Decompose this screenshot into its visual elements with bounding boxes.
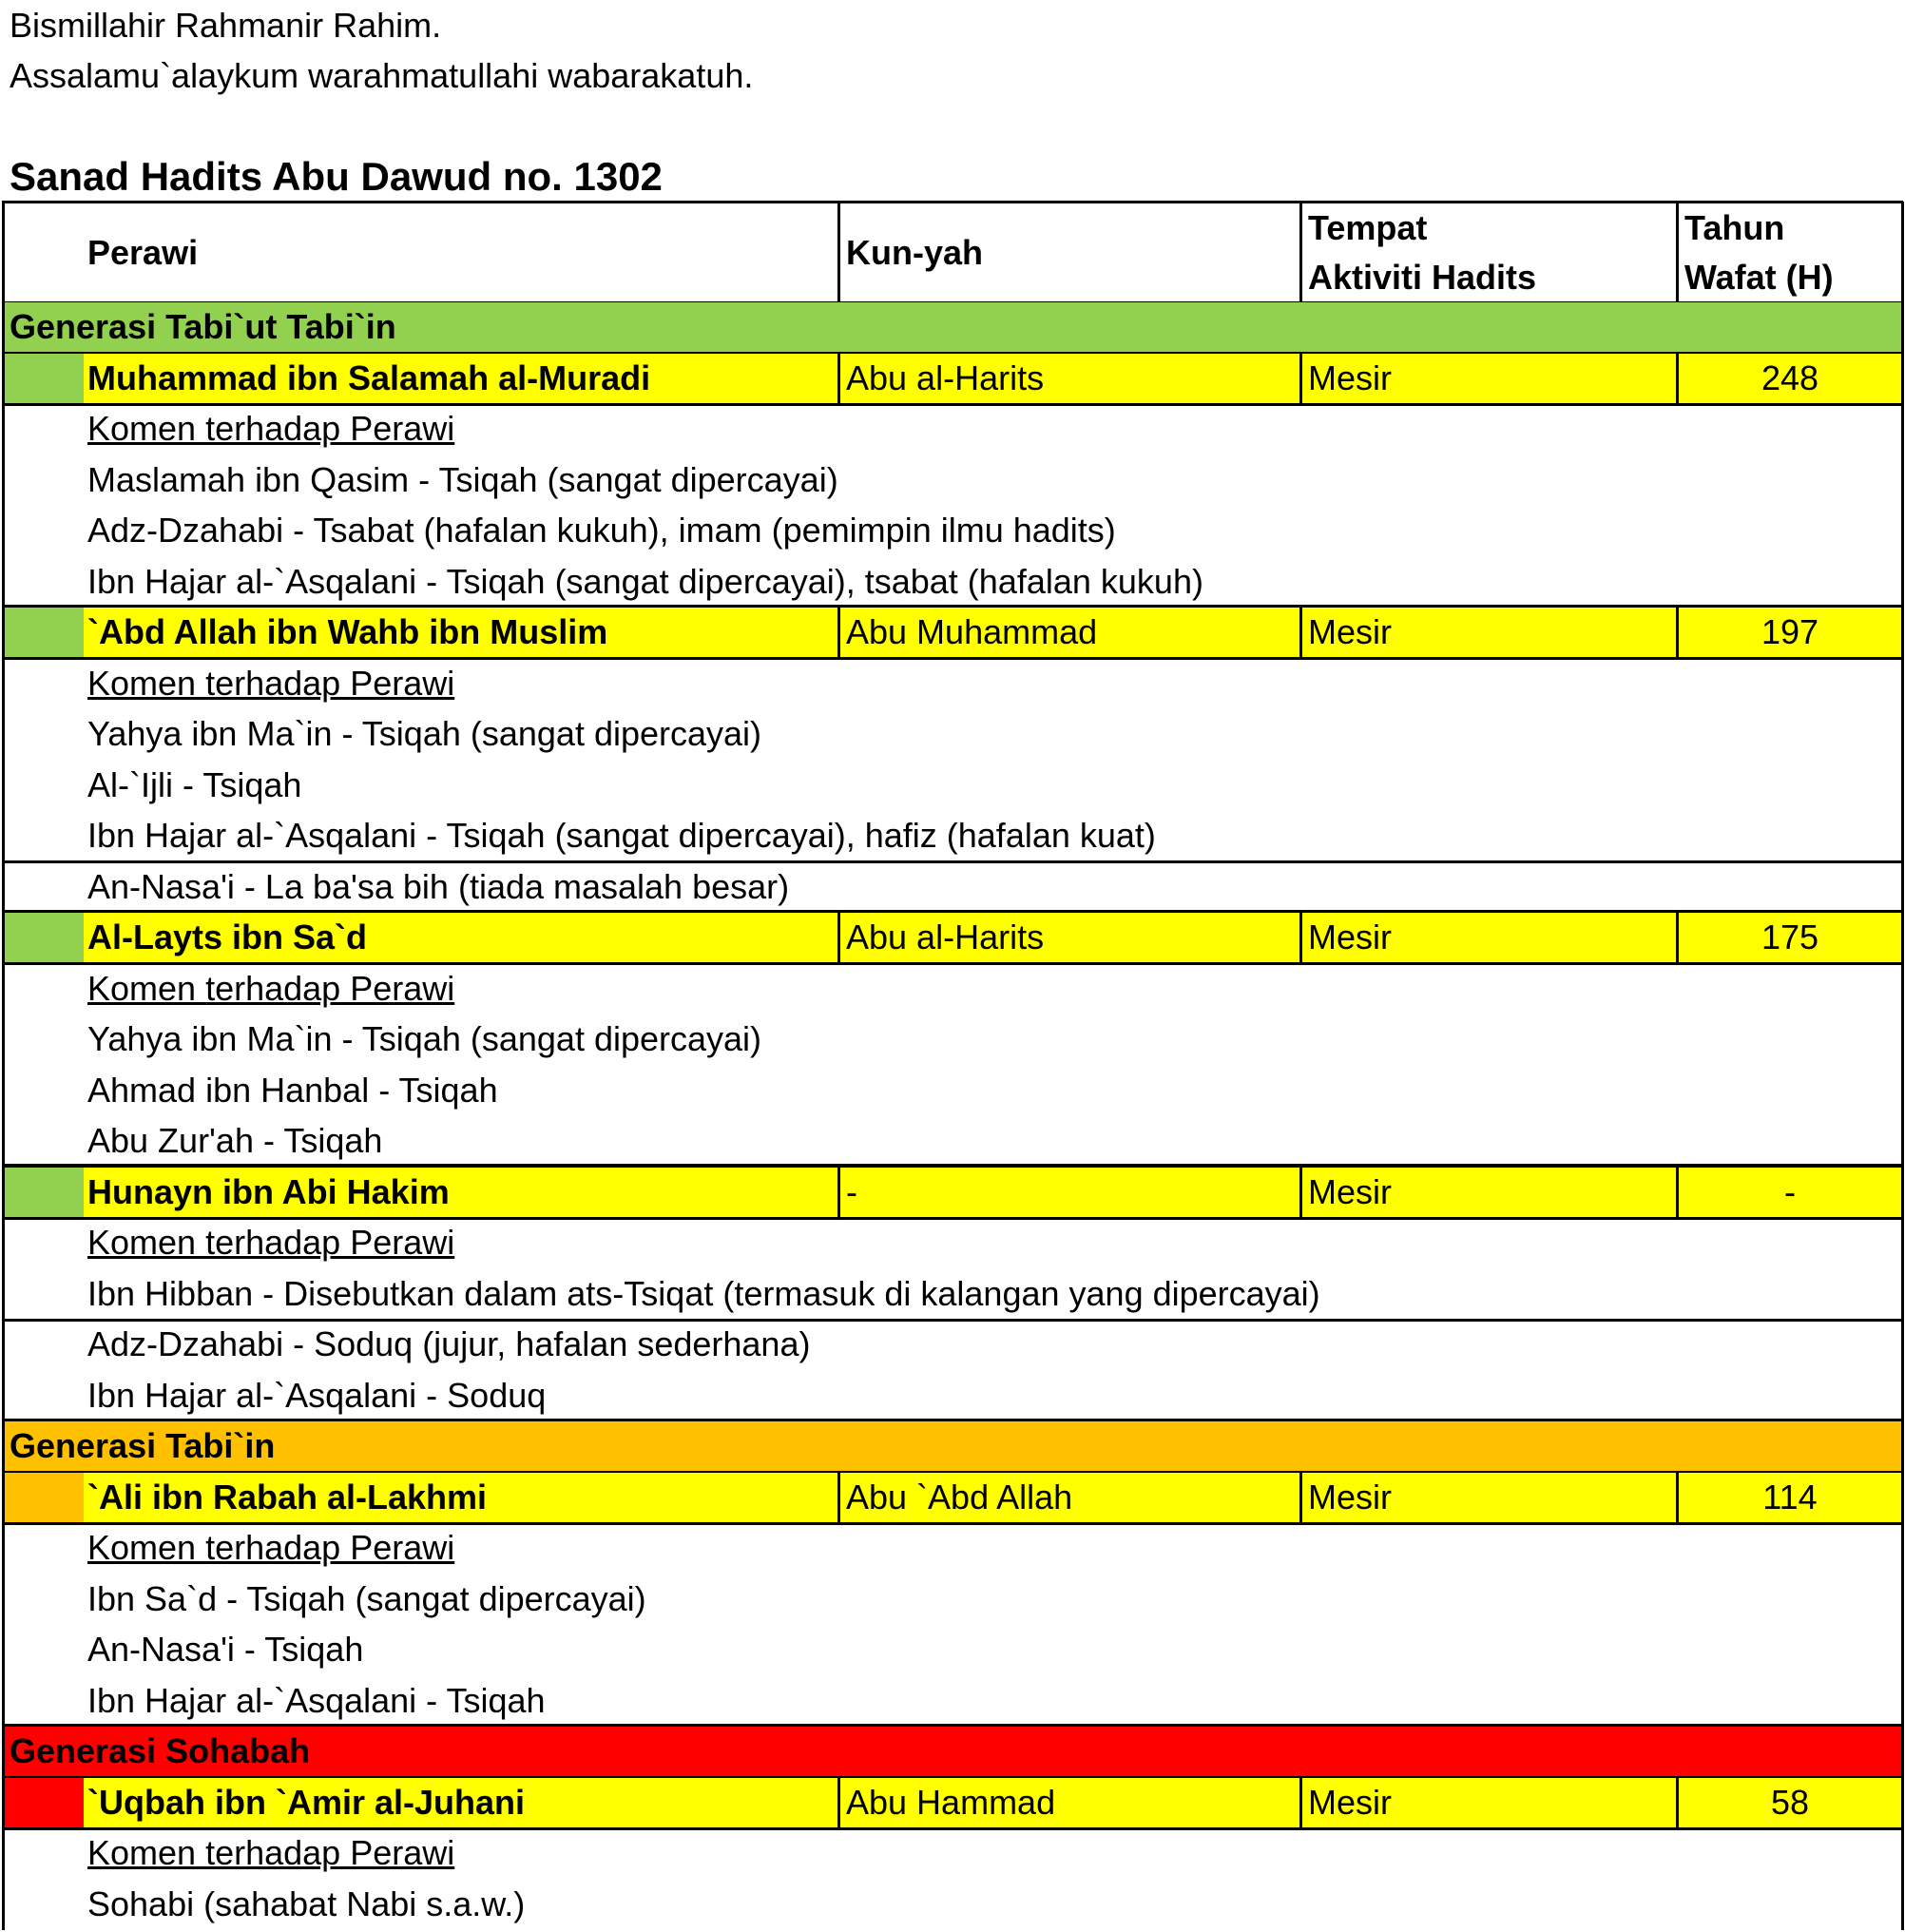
cell-divider (1676, 1168, 1679, 1219)
comment-text: Ibn Hajar al-`Asqalani - Tsiqah (sangat dipercayai), tsabat (hafalan kukuh) (87, 561, 1203, 601)
narrator-name: `Abd Allah ibn Wahb ibn Muslim (87, 612, 608, 651)
narrator-tempat: Mesir (1308, 1477, 1392, 1517)
narrator-name: Al-Layts ibn Sa`d (87, 918, 368, 956)
narrator-tahun-wafat: - (1784, 1171, 1796, 1211)
cell-divider (1299, 354, 1302, 405)
narrator-tempat: Mesir (1308, 612, 1392, 651)
header-kunyah: Kun-yah (846, 233, 983, 272)
comment-heading: Komen terhadap Perawi (87, 663, 455, 703)
narrator-tempat: Mesir (1308, 1171, 1392, 1211)
narrator-tempat: Mesir (1308, 918, 1392, 956)
header-tempat-line-2: Aktiviti Hadits (1308, 258, 1537, 297)
cell-divider (837, 608, 840, 659)
generation-marker (2, 608, 84, 659)
cell-divider (837, 1473, 840, 1524)
generation-marker (2, 1778, 84, 1829)
comment-text: Sohabi (sahabat Nabi s.a.w.) (87, 1884, 526, 1923)
narrator-kunyah: - (846, 1171, 857, 1211)
narrator-name: Muhammad ibn Salamah al-Muradi (87, 357, 651, 397)
comment-text: An-Nasa'i - Tsiqah (87, 1630, 364, 1669)
comment-text: Maslamah ibn Qasim - Tsiqah (sangat dipercayai) (87, 459, 838, 499)
cell-divider (1676, 1778, 1679, 1829)
cell-divider (837, 354, 840, 405)
cell-divider (1299, 608, 1302, 659)
narrator-kunyah: Abu al-Harits (846, 357, 1045, 397)
comment-text: An-Nasa'i - La ba'sa bih (tiada masalah besar) (87, 866, 790, 906)
comment-heading: Komen terhadap Perawi (87, 409, 455, 448)
header-perawi: Perawi (87, 233, 199, 272)
greeting-line-1: Bismillahir Rahmanir Rahim. (10, 6, 442, 45)
narrator-kunyah: Abu Hammad (846, 1782, 1056, 1822)
comment-text: Ibn Sa`d - Tsiqah (sangat dipercayai) (87, 1578, 646, 1618)
comment-heading: Komen terhadap Perawi (87, 1528, 455, 1567)
comment-text: Abu Zur'ah - Tsiqah (87, 1121, 383, 1160)
table-left-border (2, 202, 5, 1930)
comment-text: Ibn Hibban - Disebutkan dalam ats-Tsiqat (termasuk di kalangan yang dipercayai) (87, 1273, 1320, 1313)
cell-divider (1676, 913, 1679, 964)
comment-text: Adz-Dzahabi - Soduq (jujur, hafalan sederhana) (87, 1324, 811, 1363)
cell-divider (1299, 1168, 1302, 1219)
narrator-kunyah: Abu Muhammad (846, 612, 1098, 651)
greeting-line-2: Assalamu`alaykum warahmatullahi wabarakatuh. (10, 56, 754, 95)
generation-label: Generasi Tabi`in (10, 1426, 276, 1465)
narrator-kunyah: Abu al-Harits (846, 918, 1045, 956)
header-tempat-line-1: Tempat (1308, 208, 1428, 247)
narrator-name: `Uqbah ibn `Amir al-Juhani (87, 1782, 526, 1822)
generation-marker (2, 1168, 84, 1219)
cell-divider (837, 1168, 840, 1219)
comment-text: Yahya ibn Ma`in - Tsiqah (sangat dipercayai) (87, 714, 762, 753)
comment-text: Ibn Hajar al-`Asqalani - Soduq (87, 1375, 547, 1415)
narrator-tahun-wafat: 248 (1761, 357, 1819, 397)
comment-text: Adz-Dzahabi - Tsabat (hafalan kukuh), imam (pemimpin ilmu hadits) (87, 511, 1116, 550)
table-right-border (1901, 202, 1904, 1930)
generation-label: Generasi Sohabah (10, 1731, 311, 1770)
cell-divider (1299, 913, 1302, 964)
generation-label: Generasi Tabi`ut Tabi`in (10, 307, 396, 346)
narrator-tahun-wafat: 58 (1770, 1782, 1810, 1822)
cell-divider (1676, 608, 1679, 659)
comment-text: Yahya ibn Ma`in - Tsiqah (sangat dipercayai) (87, 1019, 762, 1058)
comment-text: Ahmad ibn Hanbal - Tsiqah (87, 1070, 498, 1110)
narrator-kunyah: Abu `Abd Allah (846, 1477, 1073, 1517)
cell-divider (837, 1778, 840, 1829)
comment-heading: Komen terhadap Perawi (87, 1833, 455, 1872)
header-tahun-line-1: Tahun (1684, 208, 1785, 247)
cell-divider (1299, 1473, 1302, 1524)
narrator-tempat: Mesir (1308, 1782, 1392, 1822)
cell-divider (1676, 1473, 1679, 1524)
narrator-tahun-wafat: 197 (1761, 612, 1819, 651)
cell-divider (1299, 1778, 1302, 1829)
comment-text: Al-`Ijli - Tsiqah (87, 764, 302, 804)
comment-text: Ibn Hajar al-`Asqalani - Tsiqah (sangat dipercayai), hafiz (hafalan kuat) (87, 816, 1156, 855)
cell-divider (1676, 354, 1679, 405)
generation-marker (2, 913, 84, 964)
narrator-name: Hunayn ibn Abi Hakim (87, 1171, 450, 1211)
header-divider (837, 202, 840, 302)
comment-text: Ibn Hajar al-`Asqalani - Tsiqah (87, 1680, 546, 1720)
comment-heading: Komen terhadap Perawi (87, 968, 455, 1008)
comment-heading: Komen terhadap Perawi (87, 1223, 455, 1262)
header-divider (1299, 202, 1302, 302)
narrator-name: `Ali ibn Rabah al-Lakhmi (87, 1477, 488, 1517)
narrator-tahun-wafat: 175 (1761, 918, 1819, 956)
table-top-border (2, 201, 1903, 203)
narrator-tahun-wafat: 114 (1762, 1477, 1818, 1517)
cell-divider (837, 913, 840, 964)
header-divider (1676, 202, 1679, 302)
narrator-tempat: Mesir (1308, 357, 1392, 397)
generation-marker (2, 354, 84, 405)
header-tahun-line-2: Wafat (H) (1684, 258, 1834, 297)
generation-marker (2, 1473, 84, 1524)
page-title: Sanad Hadits Abu Dawud no. 1302 (10, 154, 663, 199)
